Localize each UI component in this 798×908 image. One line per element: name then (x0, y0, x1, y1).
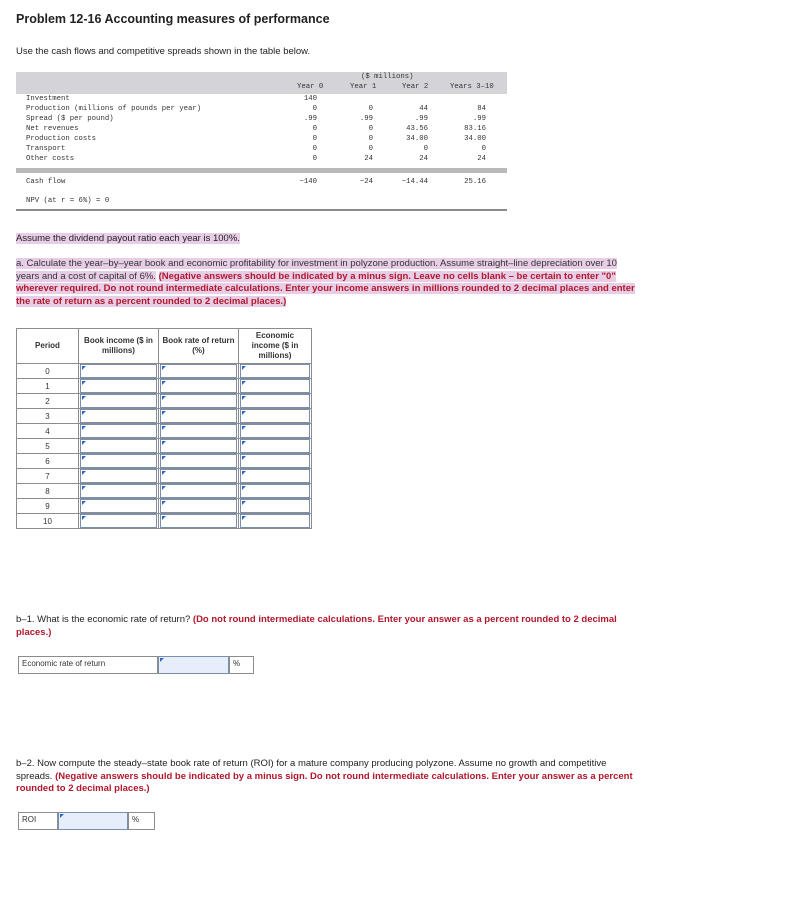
input-marker-icon (82, 381, 86, 385)
part-b2-text: b–2. Now compute the steady–state book rate of return (ROI) for a mature company producing polyzone. Assume no growth and competitive spreads. (16, 758, 607, 782)
cash-row-value: 24 (364, 155, 373, 163)
book-rate-input[interactable] (160, 364, 237, 378)
input-marker-icon (162, 396, 166, 400)
cash-row-value: 0 (312, 125, 317, 133)
table-row (17, 469, 312, 484)
economic-income-cell (239, 379, 312, 394)
cash-row-value: 0 (368, 135, 373, 143)
part-a-question (16, 258, 641, 308)
book-rate-cell (159, 454, 239, 469)
input-marker-icon (162, 441, 166, 445)
input-marker-icon (82, 516, 86, 520)
economic-rate-input[interactable] (158, 656, 229, 674)
book-rate-cell (159, 469, 239, 484)
input-marker-icon (242, 516, 246, 520)
economic-income-cell (239, 439, 312, 454)
col-header-year1: Year 1 (350, 83, 377, 91)
book-rate-input[interactable] (160, 379, 237, 393)
cash-flow-label: Cash flow (26, 178, 66, 186)
book-rate-cell (159, 484, 239, 499)
book-rate-cell (159, 394, 239, 409)
input-marker-icon (242, 471, 246, 475)
input-marker-icon (242, 486, 246, 490)
cash-row-value: 0 (481, 145, 486, 153)
input-marker-icon (162, 411, 166, 415)
book-income-cell (79, 469, 159, 484)
economic-income-input[interactable] (240, 364, 310, 378)
cash-flow-year0: −140 (299, 178, 317, 186)
economic-income-input[interactable] (240, 484, 310, 498)
cash-row-value: 0 (368, 145, 373, 153)
cash-row-value: 24 (419, 155, 428, 163)
book-income-cell (79, 364, 159, 379)
book-rate-input[interactable] (160, 469, 237, 483)
cash-row-label: Other costs (26, 155, 75, 163)
cash-flow-year2: −14.44 (401, 178, 428, 186)
economic-income-cell (239, 424, 312, 439)
input-marker-icon (162, 486, 166, 490)
economic-income-cell (239, 454, 312, 469)
period-cell: 9 (17, 499, 79, 514)
roi-row (18, 812, 155, 830)
part-b2-instructions: (Negative answers should be indicated by a minus sign. Do not round intermediate calculations. Enter your answer as a percent rounded to 2 decimal places.) (16, 770, 633, 794)
problem-intro: Use the cash flows and competitive spreads shown in the table below. (16, 46, 311, 57)
table-row (17, 499, 312, 514)
roi-label: ROI (18, 812, 58, 830)
col-header-year0: Year 0 (297, 83, 324, 91)
book-rate-cell (159, 364, 239, 379)
book-income-cell (79, 484, 159, 499)
cash-row-value: 0 (423, 145, 428, 153)
cash-row-value: 84 (477, 105, 486, 113)
input-marker-icon (242, 501, 246, 505)
input-marker-icon (242, 426, 246, 430)
period-cell: 0 (17, 364, 79, 379)
cash-row-value: 0 (312, 135, 317, 143)
cash-flow-years3-10: 25.16 (464, 178, 486, 186)
period-cell: 10 (17, 514, 79, 529)
input-marker-icon (162, 501, 166, 505)
period-cell: 2 (17, 394, 79, 409)
book-income-input[interactable] (80, 439, 157, 453)
book-income-cell (79, 514, 159, 529)
cash-row-value: 34.00 (464, 135, 486, 143)
input-marker-icon (82, 471, 86, 475)
book-income-input[interactable] (80, 409, 157, 423)
book-rate-input[interactable] (160, 424, 237, 438)
economic-income-input[interactable] (240, 514, 310, 528)
input-marker-icon (162, 381, 166, 385)
input-marker-icon (82, 366, 86, 370)
part-b1-question (16, 614, 636, 639)
cash-row-value: .99 (414, 115, 428, 123)
book-income-input[interactable] (80, 469, 157, 483)
book-rate-input[interactable] (160, 394, 237, 408)
book-rate-input[interactable] (160, 439, 237, 453)
input-marker-icon (160, 658, 164, 662)
cash-row-value: 0 (312, 145, 317, 153)
book-rate-cell (159, 409, 239, 424)
input-marker-icon (82, 426, 86, 430)
input-marker-icon (82, 441, 86, 445)
economic-income-cell (239, 499, 312, 514)
cash-row-label: Transport (26, 145, 66, 153)
book-income-input[interactable] (80, 484, 157, 498)
cash-row-label: Net revenues (26, 125, 79, 133)
economic-rate-label: Economic rate of return (18, 656, 158, 674)
cash-flow-year1: −24 (359, 178, 373, 186)
input-marker-icon (82, 396, 86, 400)
table-row (17, 439, 312, 454)
input-marker-icon (162, 471, 166, 475)
input-marker-icon (242, 381, 246, 385)
book-income-cell (79, 379, 159, 394)
book-rate-input[interactable] (160, 409, 237, 423)
table-row (17, 454, 312, 469)
economic-income-cell (239, 409, 312, 424)
book-income-input[interactable] (80, 424, 157, 438)
cash-row-label: Production (millions of pounds per year) (26, 105, 202, 113)
input-marker-icon (82, 501, 86, 505)
book-rate-input[interactable] (160, 484, 237, 498)
problem-title: Problem 12-16 Accounting measures of performance (16, 12, 330, 26)
input-marker-icon (82, 456, 86, 460)
book-income-cell (79, 409, 159, 424)
input-marker-icon (242, 396, 246, 400)
answer-table-body (17, 364, 312, 529)
part-b1-text: b–1. What is the economic rate of return? (16, 614, 191, 625)
period-cell: 5 (17, 439, 79, 454)
book-rate-cell (159, 514, 239, 529)
cash-row-value: 44 (419, 105, 428, 113)
input-marker-icon (82, 486, 86, 490)
book-rate-cell (159, 424, 239, 439)
economic-income-cell (239, 469, 312, 484)
cash-row-value: 0 (368, 125, 373, 133)
gray-separator (16, 168, 507, 173)
input-marker-icon (242, 411, 246, 415)
economic-income-input[interactable] (240, 394, 310, 408)
table-row (17, 424, 312, 439)
npv-label: NPV (at r = 6%) = 0 (26, 197, 110, 205)
economic-rate-unit: % (229, 656, 254, 674)
input-marker-icon (82, 411, 86, 415)
economic-income-cell (239, 364, 312, 379)
book-income-cell (79, 499, 159, 514)
book-income-input[interactable] (80, 394, 157, 408)
col-header-year2: Year 2 (402, 83, 429, 91)
book-income-input[interactable] (80, 364, 157, 378)
economic-income-input[interactable] (240, 469, 310, 483)
table-row (17, 514, 312, 529)
economic-income-cell (239, 484, 312, 499)
table-row (17, 394, 312, 409)
economic-income-input[interactable] (240, 439, 310, 453)
cash-row-value: 0 (312, 105, 317, 113)
input-marker-icon (162, 516, 166, 520)
period-cell: 8 (17, 484, 79, 499)
cash-row-value: 34.00 (406, 135, 428, 143)
period-cell: 7 (17, 469, 79, 484)
period-cell: 6 (17, 454, 79, 469)
book-rate-cell (159, 499, 239, 514)
economic-income-input[interactable] (240, 499, 310, 513)
unit-header: ($ millions) (361, 73, 414, 81)
part-b2-question (16, 758, 641, 796)
economic-income-input[interactable] (240, 379, 310, 393)
book-income-cell (79, 424, 159, 439)
period-cell: 1 (17, 379, 79, 394)
economic-income-input[interactable] (240, 409, 310, 423)
cash-row-value: .99 (359, 115, 373, 123)
input-marker-icon (162, 426, 166, 430)
header-book-rate: Book rate of return (%) (159, 329, 239, 364)
cash-row-value: 83.16 (464, 125, 486, 133)
period-cell: 3 (17, 409, 79, 424)
economic-income-input[interactable] (240, 454, 310, 468)
book-income-cell (79, 394, 159, 409)
economic-income-cell (239, 394, 312, 409)
cash-row-value: .99 (472, 115, 486, 123)
roi-unit: % (128, 812, 155, 830)
cash-row-label: Production costs (26, 135, 97, 143)
cash-row-value: 140 (303, 95, 317, 103)
table-row (17, 364, 312, 379)
header-book-income: Book income ($ in millions) (79, 329, 159, 364)
part-a-instructions: (Negative answers should be indicated by a minus sign. Leave no cells blank – be certain to enter "0" wherever required. Do not round intermediate calculations. Enter your income answers in millions rounded to 2 decimal places and enter the rate of return as a percent rounded to 2 decimal places.) (16, 270, 635, 307)
book-rate-input[interactable] (160, 454, 237, 468)
period-cell: 4 (17, 424, 79, 439)
table-row (17, 409, 312, 424)
part-a-text: a. Calculate the year–by–year book and economic profitability for investment in polyzone production. Assume straight–line depreciation over 10 years and a cost of capital of 6%. (16, 258, 617, 282)
header-period: Period (17, 329, 79, 364)
roi-input[interactable] (58, 812, 128, 830)
input-marker-icon (162, 456, 166, 460)
part-b1-instructions: (Do not round intermediate calculations. Enter your answer as a percent rounded to 2 decimal places.) (16, 614, 617, 638)
cash-row-value: 43.56 (406, 125, 428, 133)
header-economic-income: Economic income ($ in millions) (239, 329, 312, 364)
economic-income-cell (239, 514, 312, 529)
input-marker-icon (242, 441, 246, 445)
book-rate-input[interactable] (160, 499, 237, 513)
book-rate-cell (159, 439, 239, 454)
book-income-cell (79, 454, 159, 469)
book-income-input[interactable] (80, 379, 157, 393)
economic-rate-row (18, 656, 254, 674)
economic-income-input[interactable] (240, 424, 310, 438)
input-marker-icon (162, 366, 166, 370)
cash-row-label: Spread ($ per pound) (26, 115, 114, 123)
book-income-input[interactable] (80, 514, 157, 528)
table-row (17, 484, 312, 499)
table-bottom-line (16, 209, 507, 211)
cash-row-label: Investment (26, 95, 70, 103)
input-marker-icon (242, 366, 246, 370)
cash-row-value: .99 (303, 115, 317, 123)
cash-row-value: 0 (312, 155, 317, 163)
table-row (17, 379, 312, 394)
input-marker-icon (242, 456, 246, 460)
book-rate-input[interactable] (160, 514, 237, 528)
dividend-assumption: Assume the dividend payout ratio each year is 100%. (16, 233, 240, 244)
col-header-years3-10: Years 3–10 (450, 83, 494, 91)
table-header-bar (16, 72, 507, 94)
book-income-cell (79, 439, 159, 454)
book-rate-cell (159, 379, 239, 394)
book-income-input[interactable] (80, 499, 157, 513)
cash-row-value: 0 (368, 105, 373, 113)
cash-row-value: 24 (477, 155, 486, 163)
profitability-answer-table (16, 328, 312, 529)
cash-flow-table (16, 72, 507, 218)
input-marker-icon (60, 814, 64, 818)
book-income-input[interactable] (80, 454, 157, 468)
